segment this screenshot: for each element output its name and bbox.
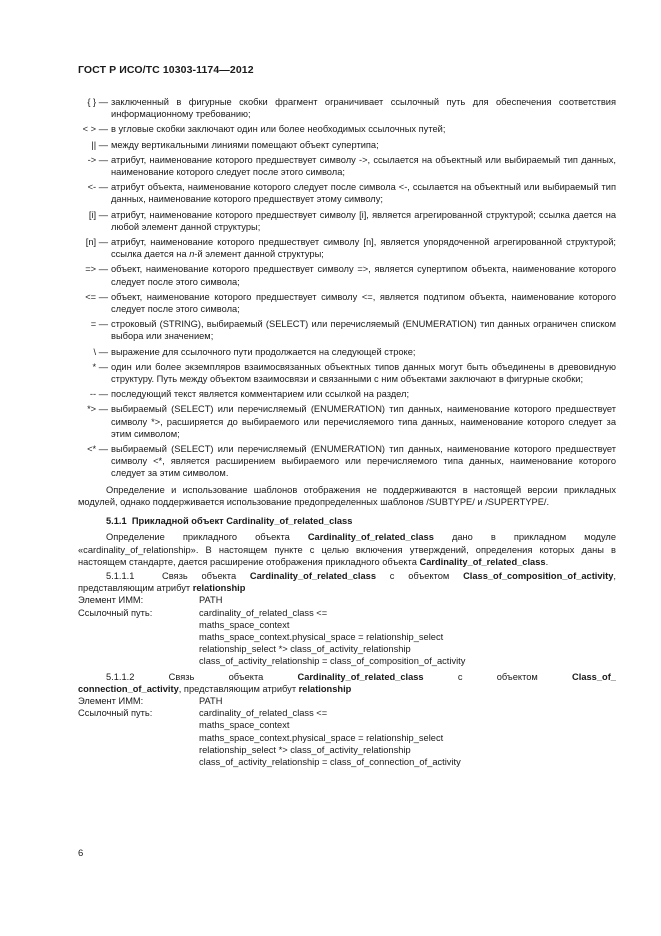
reference-path-line: maths_space_context — [199, 619, 290, 630]
definition-item — [78, 209, 616, 233]
section-number: 5.1.1 — [106, 516, 127, 527]
definition-item — [78, 443, 616, 480]
section-intro-text: . — [545, 556, 549, 567]
section-intro-entity: Cardinality_of_related_class — [307, 532, 434, 543]
definition-text: атрибут, наименование которого предшествует символу [i], является агрегированной структурой; ссылка дается на любой элемент данной структуры; — [111, 209, 616, 232]
definition-text: один или более экземпляров взаимосвязанных объектных типов данных могут быть объединены в древовидную структуру. Путь между объектом взаимосвязи и связанными с ним объектами заключают в фигурные скобки; — [111, 361, 616, 385]
definition-item — [78, 139, 616, 151]
section-title: Прикладной объект Cardinality_of_related_class — [131, 516, 353, 527]
clause-attribute: relationship — [298, 683, 352, 694]
definition-text: атрибут объекта, наименование которого следует после символа <-, ссылается на объектный или выбираемый тип данных, наименование которого предшествует этому символу; — [111, 182, 616, 205]
clause-text: , представляющим атрибут — [178, 683, 299, 694]
definition-symbol: => — — [85, 264, 108, 275]
definition-item — [78, 346, 616, 358]
section-intro-entity: Cardinality_of_related_class — [419, 556, 546, 567]
reference-path-row — [78, 707, 616, 719]
definition-symbol: = — — [90, 319, 108, 330]
paragraph-mapping-templates: Определение и использование шаблонов отображения не поддерживаются в настоящей версии прикладных модулей, однако поддерживается использование предопределенных шаблонов /SUBTYPE/ и /SUPERTYPE/. — [78, 484, 616, 507]
mapping-element-value: PATH — [199, 595, 223, 606]
definition-text — [111, 236, 616, 260]
definition-item — [78, 181, 616, 205]
clause-text: с объектом — [376, 570, 464, 581]
reference-path-line: maths_space_context.physical_space = relationship_select — [199, 732, 444, 743]
definition-item — [78, 236, 616, 260]
section-intro-text: дано в прикладном модуле «cardinality_of_relationship». В настоящем пункте с целью включения утверждений, определения которых даны в настоящем стандарте, дается расширение отображения прикладного объекта — [78, 532, 616, 567]
clause-text: объектом — [496, 671, 538, 682]
clause-number: 5.1.1.2 — [106, 671, 135, 682]
definition-item — [78, 154, 616, 178]
clause-heading — [78, 570, 616, 594]
definition-text: выбираемый (SELECT) или перечисляемый (ENUMERATION) тип данных, наименование которого предшествует символу *>, расширяется до выбираемого или перечисляемого типа данных, наименование которого следует за этим символом; — [111, 404, 616, 439]
definition-symbol: <= — — [85, 291, 108, 302]
definition-symbol: * — — [92, 361, 108, 372]
definition-list — [78, 96, 616, 480]
definition-item — [78, 123, 616, 135]
clause-number: 5.1.1.1 — [106, 570, 135, 581]
clause-heading-line — [78, 683, 616, 695]
definition-item — [78, 291, 616, 315]
section-intro-text: Определение прикладного объекта — [106, 532, 308, 543]
section-heading — [78, 515, 616, 527]
reference-path-line: cardinality_of_related_class <= — [199, 708, 328, 719]
definition-text: атрибут, наименование которого предшествует символу ->, ссылается на объектный или выбираемый тип данных, наименование которого следует после этого символа; — [111, 154, 616, 178]
reference-path-line: maths_space_context — [199, 720, 290, 731]
reference-path-label: Ссылочный путь: — [78, 708, 153, 719]
clause-heading-line — [78, 671, 616, 683]
reference-path-line: relationship_select *> class_of_activity_relationship — [199, 644, 411, 655]
definition-item — [78, 361, 616, 385]
reference-path-line: class_of_activity_relationship = class_of_composition_of_activity — [199, 656, 466, 667]
definition-symbol: < > — — [82, 124, 108, 135]
definition-text: объект, наименование которого предшествует символу <=, является подтипом объекта, наименование которого следует после этого символа; — [111, 291, 616, 315]
clause-text: , представляющим атрибут — [78, 570, 616, 594]
reference-path-line: maths_space_context.physical_space = relationship_select — [199, 631, 444, 642]
definition-symbol: <* — — [87, 444, 108, 455]
clause-text: с — [457, 671, 463, 682]
mapping-element-value: PATH — [199, 695, 223, 706]
definition-text: выражение для ссылочного пути продолжается на следующей строке; — [111, 346, 416, 357]
definition-symbol: || — — [91, 139, 108, 150]
definition-item — [78, 263, 616, 287]
clause-entity: connection_of_activity — [78, 683, 179, 694]
reference-path-line: relationship_select *> class_of_activity_relationship — [199, 744, 411, 755]
definition-symbol: -> — — [87, 154, 108, 165]
clause-heading — [78, 671, 616, 695]
clause-text: Связь — [168, 671, 195, 682]
definition-item — [78, 318, 616, 342]
section-intro — [78, 531, 616, 568]
clause-entity: Class_of_ — [572, 671, 616, 682]
clause-attribute: relationship — [192, 583, 246, 594]
definition-symbol: { } — — [87, 97, 108, 107]
definition-symbol: *> — — [87, 404, 108, 415]
reference-path-row — [78, 607, 616, 619]
reference-path-line: class_of_activity_relationship = class_of_connection_of_activity — [199, 756, 461, 767]
definition-text: последующий текст является комментарием или ссылкой на раздел; — [111, 389, 410, 400]
mapping-element-row — [78, 695, 616, 707]
definition-text: объект, наименование которого предшествует символу =>, является супертипом объекта, наименование которого следует после этого символа; — [111, 264, 616, 287]
mapping-element-label: Элемент ИММ: — [78, 595, 144, 606]
definition-item — [78, 388, 616, 400]
document-header: ГОСТ Р ИСО/ТС 10303-1174—2012 — [78, 64, 254, 76]
clause-text: Связь объекта — [162, 570, 250, 581]
definition-text-part: -й элемент данной структуры; — [194, 249, 324, 260]
mapping-element-label: Элемент ИММ: — [78, 695, 144, 706]
definition-symbol: [n] — — [85, 237, 108, 248]
definition-symbol: [i] — — [88, 209, 108, 220]
clause-text: объекта — [228, 671, 264, 682]
definition-text-italic: n — [189, 249, 195, 260]
clause-entity: Cardinality_of_related_class — [297, 671, 424, 682]
reference-path-line: cardinality_of_related_class <= — [199, 607, 328, 618]
definition-text: выбираемый (SELECT) или перечисляемый (ENUMERATION) тип данных, наименование которого предшествует символу <*, является расширением выбираемого или перечисляемого типа данных, наименование которого следует за этим символом. — [111, 444, 616, 479]
definition-symbol: \ — — [93, 346, 108, 357]
definition-text: между вертикальными линиями помещают объект супертипа; — [111, 139, 379, 150]
page-number: 6 — [78, 848, 84, 859]
definition-text: в угловые скобки заключают один или более необходимых ссылочных путей; — [111, 124, 446, 135]
definition-text: строковый (STRING), выбираемый (SELECT) или перечисляемый (ENUMERATION) тип данных ограничен списком выбора или значением; — [111, 319, 616, 342]
mapping-element-row — [78, 594, 616, 606]
reference-path-label: Ссылочный путь: — [78, 607, 153, 618]
definition-symbol: <- — — [87, 182, 108, 193]
clause-entity: Cardinality_of_related_class — [249, 570, 377, 581]
clause-entity: Class_of_composition_of_activity — [463, 570, 614, 581]
definition-text-part: атрибут, наименование которого предшествует символу [n], является упорядоченной агрегированной структурой; ссылка дается на — [111, 237, 616, 260]
definition-text: заключенный в фигурные скобки фрагмент ограничивает ссылочный путь для обеспечения соответствия информационному требованию; — [111, 97, 616, 120]
definition-symbol: -- — — [89, 389, 108, 400]
definition-item — [78, 96, 616, 120]
definition-item — [78, 403, 616, 440]
page-content — [78, 96, 616, 768]
